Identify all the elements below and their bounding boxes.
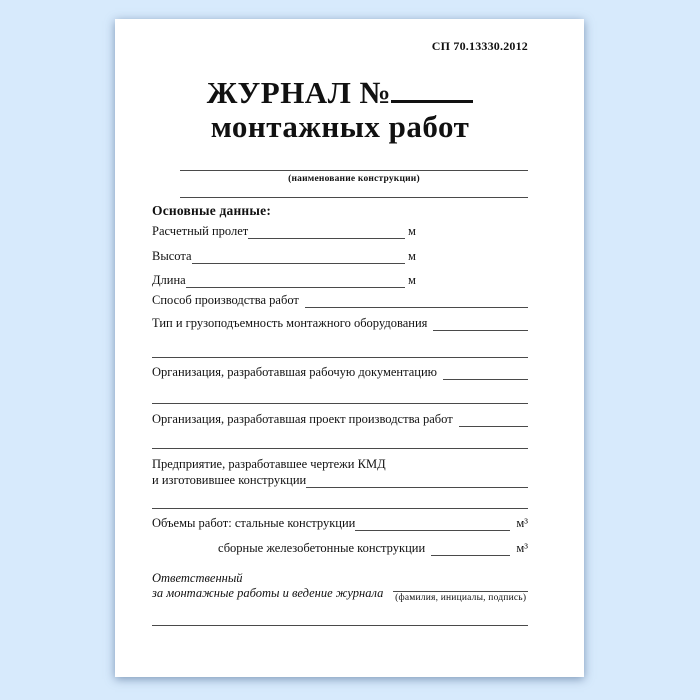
construction-name-blank-line-2 [180,197,528,198]
field-equipment-blank-line [433,314,528,331]
field-span-unit: м [408,224,416,238]
field-method [152,292,528,308]
title-line2: монтажных работ [210,109,470,144]
field-span-inner [152,223,405,239]
field-volumes-steel [152,515,528,531]
field-ppr-org-continuation-line [152,448,528,449]
field-height-unit: м [408,249,416,263]
field-responsible-label-line2: за монтажные работы и ведение журнала [152,585,384,600]
field-responsible-label-line1: Ответственный [152,571,243,585]
field-workdoc-org [152,364,528,380]
field-responsible-signature [393,571,528,603]
field-method-blank-line [305,291,528,308]
field-kmd-company-continuation-line [152,508,528,509]
field-workdoc-org-blank-line [443,363,528,380]
field-volumes-concrete-blank-line [431,539,510,556]
field-volumes-steel-unit: м³ [516,516,528,530]
field-kmd-company [152,457,528,488]
title-line1 [152,69,528,110]
field-height-label: Высота [152,249,192,263]
field-workdoc-org-label: Организация, разработавшая рабочую документацию [152,365,437,379]
bottom-blank-line [152,625,528,626]
field-method-label: Способ производства работ [152,293,299,307]
field-length-blank-line [186,271,405,288]
journal-number-blank-line [391,69,473,103]
field-volumes-steel-blank-line [355,514,510,531]
field-volumes-concrete-label: сборные железобетонные конструкции [218,541,426,555]
section-header: Основные данные: [152,203,272,218]
field-equipment-continuation-line [152,357,528,358]
field-responsible-signature-blank-line [393,571,528,592]
field-height-inner [152,248,405,264]
field-span-blank-line [248,222,405,239]
field-length-inner [152,272,405,288]
field-kmd-company-label-line2: и изготовившее конструкции [152,473,307,487]
field-kmd-company-label-line1: Предприятие, разработавшее чертежи КМД [152,457,386,471]
field-workdoc-org-continuation-line [152,403,528,404]
field-ppr-org-label: Организация, разработавшая проект производства работ [152,412,453,426]
field-equipment [152,315,528,331]
field-responsible [152,571,528,603]
field-responsible-signature-caption: (фамилия, инициалы, подпись) [395,593,527,603]
field-kmd-company-line2 [152,472,528,488]
field-kmd-company-blank-line [306,471,528,488]
field-height-blank-line [192,247,405,264]
field-length [152,272,528,288]
journal-form-page [115,19,584,677]
field-ppr-org [152,411,528,427]
field-height [152,248,528,264]
field-equipment-label: Тип и грузоподъемность монтажного оборудования [152,316,428,330]
field-span [152,223,528,239]
standard-reference: СП 70.13330.2012 [431,39,528,53]
field-volumes-steel-label: Объемы работ: стальные конструкции [152,516,356,530]
field-volumes-concrete [218,540,528,556]
field-volumes-concrete-unit: м³ [516,541,528,555]
field-length-unit: м [408,273,416,287]
construction-name-blank-line [180,170,528,171]
field-span-label: Расчетный пролет [152,224,249,238]
field-responsible-labels [152,571,383,600]
field-length-label: Длина [152,273,186,287]
title-line1-text: ЖУРНАЛ № [206,75,392,110]
field-ppr-org-blank-line [459,410,528,427]
document-title [152,69,528,144]
construction-name-caption: (наименование конструкции) [288,174,420,184]
